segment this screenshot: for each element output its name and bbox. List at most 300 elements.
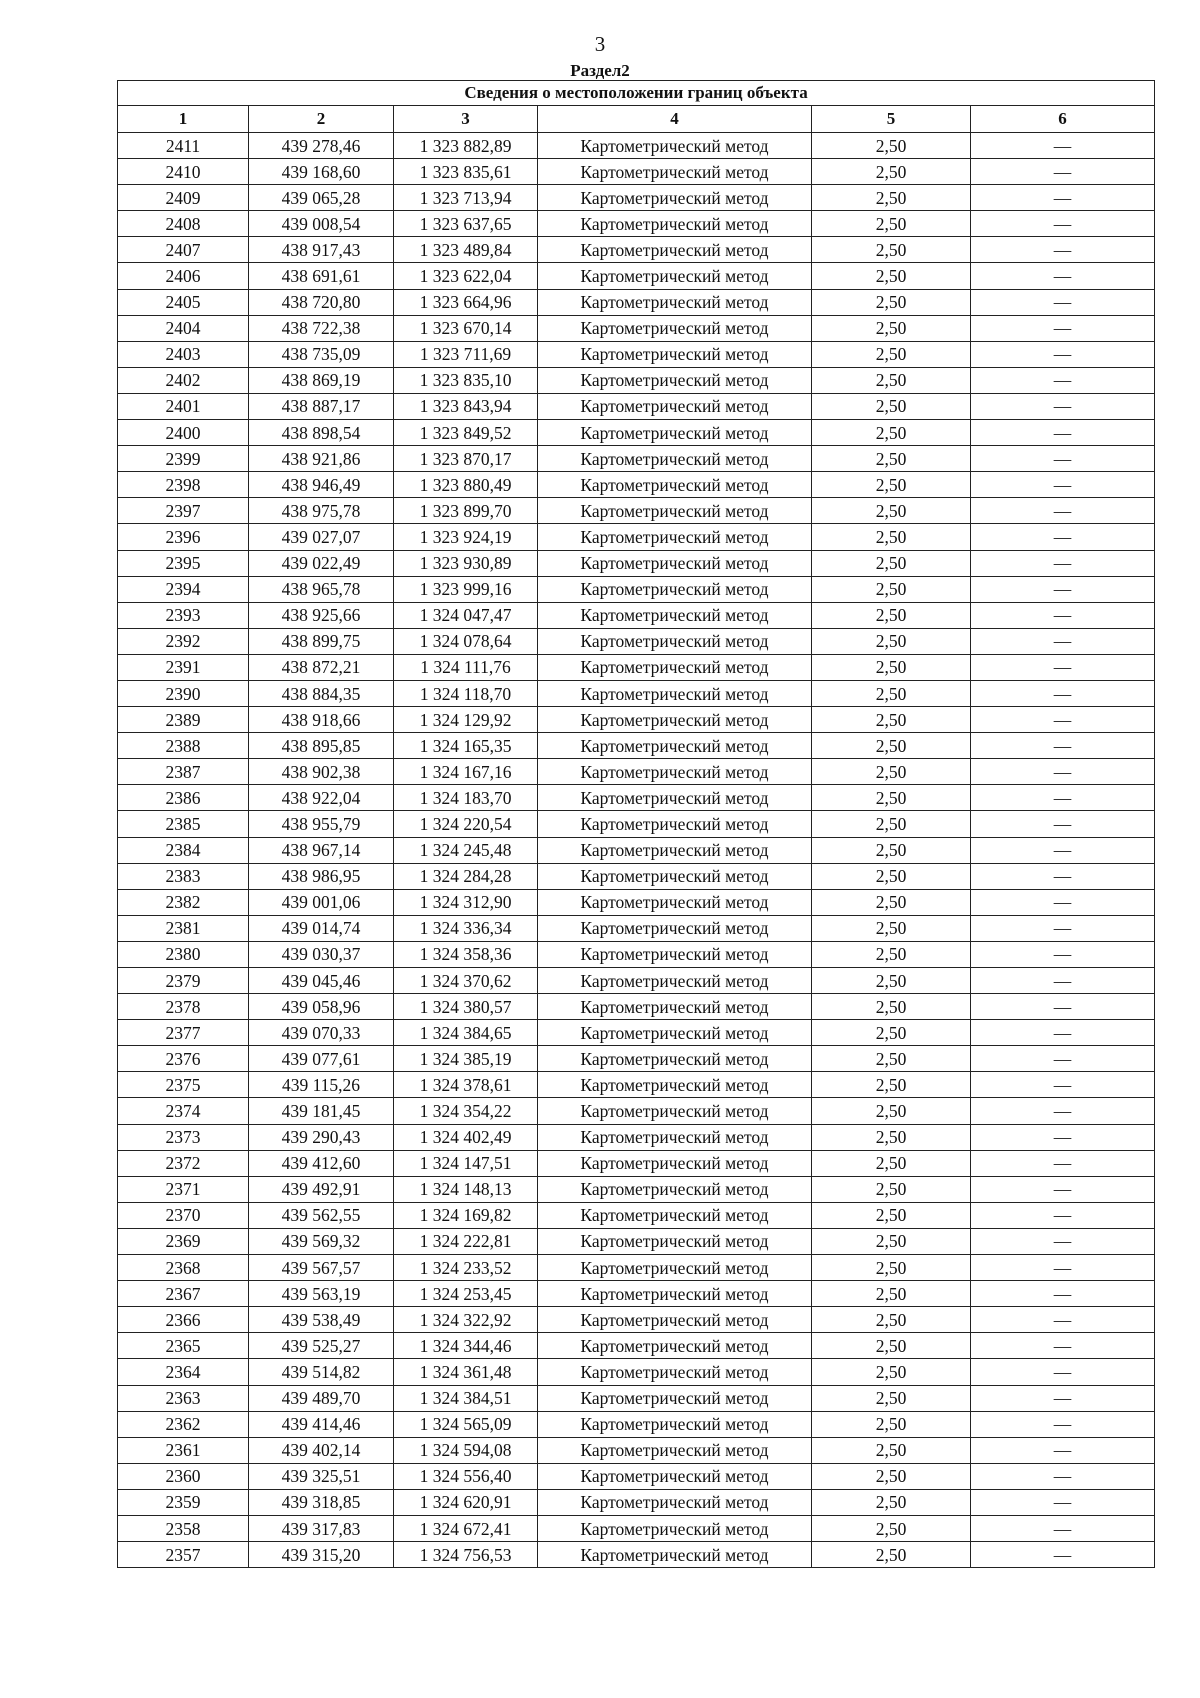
method-cell: Картометрический метод: [538, 1020, 812, 1046]
method-cell: Картометрический метод: [538, 1333, 812, 1359]
y-coordinate-cell: 1 324 183,70: [394, 785, 538, 811]
y-coordinate-cell: 1 324 233,52: [394, 1255, 538, 1281]
description-cell: —: [971, 733, 1155, 759]
description-cell: —: [971, 1542, 1155, 1568]
table-row: [118, 1255, 1155, 1281]
table-row: [118, 1542, 1155, 1568]
point-number-cell: 2377: [118, 1020, 249, 1046]
y-coordinate-cell: 1 323 664,96: [394, 289, 538, 315]
y-coordinate-cell: 1 323 835,10: [394, 367, 538, 393]
table-caption-row: [118, 81, 1155, 106]
y-coordinate-cell: 1 324 384,51: [394, 1385, 538, 1411]
accuracy-cell: 2,50: [812, 733, 971, 759]
table-row: [118, 446, 1155, 472]
method-cell: Картометрический метод: [538, 889, 812, 915]
y-coordinate-cell: 1 324 148,13: [394, 1176, 538, 1202]
point-number-cell: 2397: [118, 498, 249, 524]
x-coordinate-cell: 439 001,06: [249, 889, 394, 915]
table-row: [118, 367, 1155, 393]
x-coordinate-cell: 439 525,27: [249, 1333, 394, 1359]
description-cell: —: [971, 263, 1155, 289]
description-cell: —: [971, 1124, 1155, 1150]
x-coordinate-cell: 439 290,43: [249, 1124, 394, 1150]
description-cell: —: [971, 1020, 1155, 1046]
accuracy-cell: 2,50: [812, 289, 971, 315]
method-cell: Картометрический метод: [538, 367, 812, 393]
point-number-cell: 2401: [118, 393, 249, 419]
table-row: [118, 498, 1155, 524]
table-row: [118, 524, 1155, 550]
x-coordinate-cell: 439 317,83: [249, 1515, 394, 1541]
method-cell: Картометрический метод: [538, 211, 812, 237]
x-coordinate-cell: 439 008,54: [249, 211, 394, 237]
table-row: [118, 889, 1155, 915]
method-cell: Картометрический метод: [538, 237, 812, 263]
x-coordinate-cell: 439 492,91: [249, 1176, 394, 1202]
y-coordinate-cell: 1 323 924,19: [394, 524, 538, 550]
accuracy-cell: 2,50: [812, 680, 971, 706]
table-row: [118, 1228, 1155, 1254]
point-number-cell: 2405: [118, 289, 249, 315]
x-coordinate-cell: 438 869,19: [249, 367, 394, 393]
point-number-cell: 2369: [118, 1228, 249, 1254]
x-coordinate-cell: 438 965,78: [249, 576, 394, 602]
method-cell: Картометрический метод: [538, 1150, 812, 1176]
point-number-cell: 2373: [118, 1124, 249, 1150]
accuracy-cell: 2,50: [812, 1281, 971, 1307]
method-cell: Картометрический метод: [538, 1098, 812, 1124]
table-row: [118, 1463, 1155, 1489]
y-coordinate-cell: 1 323 489,84: [394, 237, 538, 263]
y-coordinate-cell: 1 323 637,65: [394, 211, 538, 237]
method-cell: Картометрический метод: [538, 576, 812, 602]
x-coordinate-cell: 439 070,33: [249, 1020, 394, 1046]
method-cell: Картометрический метод: [538, 680, 812, 706]
section-title: Раздел2: [570, 61, 630, 80]
x-coordinate-cell: 438 967,14: [249, 837, 394, 863]
accuracy-cell: 2,50: [812, 159, 971, 185]
point-number-cell: 2366: [118, 1307, 249, 1333]
description-cell: —: [971, 185, 1155, 211]
description-cell: —: [971, 1255, 1155, 1281]
accuracy-cell: 2,50: [812, 1385, 971, 1411]
method-cell: Картометрический метод: [538, 1307, 812, 1333]
accuracy-cell: 2,50: [812, 654, 971, 680]
point-number-cell: 2390: [118, 680, 249, 706]
accuracy-cell: 2,50: [812, 263, 971, 289]
description-cell: —: [971, 680, 1155, 706]
y-coordinate-cell: 1 323 849,52: [394, 420, 538, 446]
table-row: [118, 1046, 1155, 1072]
accuracy-cell: 2,50: [812, 524, 971, 550]
x-coordinate-cell: 439 569,32: [249, 1228, 394, 1254]
point-number-cell: 2364: [118, 1359, 249, 1385]
method-cell: Картометрический метод: [538, 1437, 812, 1463]
table-body: [118, 133, 1155, 1568]
description-cell: —: [971, 1437, 1155, 1463]
method-cell: Картометрический метод: [538, 1385, 812, 1411]
x-coordinate-cell: 438 918,66: [249, 707, 394, 733]
accuracy-cell: 2,50: [812, 1255, 971, 1281]
accuracy-cell: 2,50: [812, 472, 971, 498]
description-cell: —: [971, 1072, 1155, 1098]
table-row: [118, 915, 1155, 941]
table-row: [118, 1281, 1155, 1307]
accuracy-cell: 2,50: [812, 498, 971, 524]
table-row: [118, 185, 1155, 211]
method-cell: Картометрический метод: [538, 472, 812, 498]
method-cell: Картометрический метод: [538, 759, 812, 785]
x-coordinate-cell: 438 884,35: [249, 680, 394, 706]
y-coordinate-cell: 1 324 118,70: [394, 680, 538, 706]
table-row: [118, 1098, 1155, 1124]
accuracy-cell: 2,50: [812, 576, 971, 602]
method-cell: Картометрический метод: [538, 1046, 812, 1072]
x-coordinate-cell: 438 925,66: [249, 602, 394, 628]
method-cell: Картометрический метод: [538, 1489, 812, 1515]
y-coordinate-cell: 1 324 165,35: [394, 733, 538, 759]
x-coordinate-cell: 439 014,74: [249, 915, 394, 941]
point-number-cell: 2359: [118, 1489, 249, 1515]
x-coordinate-cell: 438 872,21: [249, 654, 394, 680]
accuracy-cell: 2,50: [812, 941, 971, 967]
point-number-cell: 2392: [118, 628, 249, 654]
x-coordinate-cell: 439 077,61: [249, 1046, 394, 1072]
point-number-cell: 2380: [118, 941, 249, 967]
accuracy-cell: 2,50: [812, 1411, 971, 1437]
method-cell: Картометрический метод: [538, 915, 812, 941]
point-number-cell: 2372: [118, 1150, 249, 1176]
point-number-cell: 2382: [118, 889, 249, 915]
table-row: [118, 289, 1155, 315]
description-cell: —: [971, 785, 1155, 811]
accuracy-cell: 2,50: [812, 341, 971, 367]
table-row: [118, 341, 1155, 367]
x-coordinate-cell: 439 412,60: [249, 1150, 394, 1176]
table-row: [118, 576, 1155, 602]
point-number-cell: 2410: [118, 159, 249, 185]
description-cell: —: [971, 1176, 1155, 1202]
y-coordinate-cell: 1 323 711,69: [394, 341, 538, 367]
point-number-cell: 2361: [118, 1437, 249, 1463]
y-coordinate-cell: 1 323 835,61: [394, 159, 538, 185]
x-coordinate-cell: 438 986,95: [249, 863, 394, 889]
table-row: [118, 420, 1155, 446]
y-coordinate-cell: 1 324 245,48: [394, 837, 538, 863]
accuracy-cell: 2,50: [812, 315, 971, 341]
y-coordinate-cell: 1 324 111,76: [394, 654, 538, 680]
method-cell: Картометрический метод: [538, 785, 812, 811]
description-cell: —: [971, 159, 1155, 185]
accuracy-cell: 2,50: [812, 994, 971, 1020]
accuracy-cell: 2,50: [812, 759, 971, 785]
method-cell: Картометрический метод: [538, 1463, 812, 1489]
x-coordinate-cell: 438 921,86: [249, 446, 394, 472]
accuracy-cell: 2,50: [812, 837, 971, 863]
point-number-cell: 2411: [118, 133, 249, 159]
point-number-cell: 2393: [118, 602, 249, 628]
point-number-cell: 2400: [118, 420, 249, 446]
point-number-cell: 2378: [118, 994, 249, 1020]
table-row: [118, 863, 1155, 889]
description-cell: —: [971, 393, 1155, 419]
accuracy-cell: 2,50: [812, 811, 971, 837]
accuracy-cell: 2,50: [812, 602, 971, 628]
y-coordinate-cell: 1 324 756,53: [394, 1542, 538, 1568]
method-cell: Картометрический метод: [538, 837, 812, 863]
table-row: [118, 159, 1155, 185]
x-coordinate-cell: 438 722,38: [249, 315, 394, 341]
description-cell: —: [971, 341, 1155, 367]
y-coordinate-cell: 1 323 713,94: [394, 185, 538, 211]
accuracy-cell: 2,50: [812, 1202, 971, 1228]
table-row: [118, 315, 1155, 341]
method-cell: Картометрический метод: [538, 628, 812, 654]
method-cell: Картометрический метод: [538, 1202, 812, 1228]
description-cell: —: [971, 837, 1155, 863]
accuracy-cell: 2,50: [812, 1176, 971, 1202]
accuracy-cell: 2,50: [812, 1046, 971, 1072]
method-cell: Картометрический метод: [538, 941, 812, 967]
accuracy-cell: 2,50: [812, 915, 971, 941]
x-coordinate-cell: 438 887,17: [249, 393, 394, 419]
y-coordinate-cell: 1 324 222,81: [394, 1228, 538, 1254]
accuracy-cell: 2,50: [812, 968, 971, 994]
description-cell: —: [971, 628, 1155, 654]
table-row: [118, 968, 1155, 994]
description-cell: —: [971, 863, 1155, 889]
accuracy-cell: 2,50: [812, 1463, 971, 1489]
accuracy-cell: 2,50: [812, 889, 971, 915]
description-cell: —: [971, 237, 1155, 263]
method-cell: Картометрический метод: [538, 811, 812, 837]
x-coordinate-cell: 439 514,82: [249, 1359, 394, 1385]
point-number-cell: 2402: [118, 367, 249, 393]
column-header: 5: [812, 106, 971, 133]
description-cell: —: [971, 941, 1155, 967]
point-number-cell: 2403: [118, 341, 249, 367]
column-header: 2: [249, 106, 394, 133]
x-coordinate-cell: 439 065,28: [249, 185, 394, 211]
table-row: [118, 263, 1155, 289]
y-coordinate-cell: 1 324 078,64: [394, 628, 538, 654]
accuracy-cell: 2,50: [812, 133, 971, 159]
accuracy-cell: 2,50: [812, 1150, 971, 1176]
table-row: [118, 707, 1155, 733]
accuracy-cell: 2,50: [812, 1307, 971, 1333]
table-row: [118, 759, 1155, 785]
x-coordinate-cell: 438 902,38: [249, 759, 394, 785]
point-number-cell: 2388: [118, 733, 249, 759]
table-row: [118, 1359, 1155, 1385]
description-cell: —: [971, 915, 1155, 941]
method-cell: Картометрический метод: [538, 185, 812, 211]
y-coordinate-cell: 1 324 147,51: [394, 1150, 538, 1176]
point-number-cell: 2404: [118, 315, 249, 341]
table-row: [118, 602, 1155, 628]
x-coordinate-cell: 439 278,46: [249, 133, 394, 159]
method-cell: Картометрический метод: [538, 341, 812, 367]
y-coordinate-cell: 1 324 167,16: [394, 759, 538, 785]
column-header: 6: [971, 106, 1155, 133]
point-number-cell: 2357: [118, 1542, 249, 1568]
description-cell: —: [971, 1411, 1155, 1437]
point-number-cell: 2399: [118, 446, 249, 472]
point-number-cell: 2371: [118, 1176, 249, 1202]
description-cell: —: [971, 367, 1155, 393]
x-coordinate-cell: 439 562,55: [249, 1202, 394, 1228]
y-coordinate-cell: 1 324 344,46: [394, 1333, 538, 1359]
x-coordinate-cell: 438 922,04: [249, 785, 394, 811]
table-row: [118, 1515, 1155, 1541]
method-cell: Картометрический метод: [538, 602, 812, 628]
point-number-cell: 2409: [118, 185, 249, 211]
point-number-cell: 2379: [118, 968, 249, 994]
point-number-cell: 2383: [118, 863, 249, 889]
y-coordinate-cell: 1 324 594,08: [394, 1437, 538, 1463]
table-row: [118, 1333, 1155, 1359]
description-cell: —: [971, 315, 1155, 341]
description-cell: —: [971, 1359, 1155, 1385]
x-coordinate-cell: 438 975,78: [249, 498, 394, 524]
accuracy-cell: 2,50: [812, 863, 971, 889]
accuracy-cell: 2,50: [812, 1072, 971, 1098]
method-cell: Картометрический метод: [538, 393, 812, 419]
table-row: [118, 785, 1155, 811]
x-coordinate-cell: 439 058,96: [249, 994, 394, 1020]
y-coordinate-cell: 1 324 402,49: [394, 1124, 538, 1150]
x-coordinate-cell: 438 955,79: [249, 811, 394, 837]
accuracy-cell: 2,50: [812, 185, 971, 211]
table-row: [118, 1176, 1155, 1202]
table-row: [118, 133, 1155, 159]
method-cell: Картометрический метод: [538, 733, 812, 759]
accuracy-cell: 2,50: [812, 1098, 971, 1124]
y-coordinate-cell: 1 324 284,28: [394, 863, 538, 889]
point-number-cell: 2391: [118, 654, 249, 680]
accuracy-cell: 2,50: [812, 367, 971, 393]
y-coordinate-cell: 1 323 899,70: [394, 498, 538, 524]
y-coordinate-cell: 1 324 380,57: [394, 994, 538, 1020]
x-coordinate-cell: 438 895,85: [249, 733, 394, 759]
method-cell: Картометрический метод: [538, 289, 812, 315]
method-cell: Картометрический метод: [538, 524, 812, 550]
table-row: [118, 1020, 1155, 1046]
point-number-cell: 2394: [118, 576, 249, 602]
method-cell: Картометрический метод: [538, 159, 812, 185]
method-cell: Картометрический метод: [538, 1542, 812, 1568]
description-cell: —: [971, 1281, 1155, 1307]
table-row: [118, 654, 1155, 680]
point-number-cell: 2365: [118, 1333, 249, 1359]
method-cell: Картометрический метод: [538, 1281, 812, 1307]
point-number-cell: 2367: [118, 1281, 249, 1307]
table-caption: Сведения о местоположении границ объекта: [118, 81, 1155, 106]
accuracy-cell: 2,50: [812, 1124, 971, 1150]
method-cell: Картометрический метод: [538, 1176, 812, 1202]
table-row: [118, 628, 1155, 654]
y-coordinate-cell: 1 324 253,45: [394, 1281, 538, 1307]
y-coordinate-cell: 1 324 361,48: [394, 1359, 538, 1385]
description-cell: —: [971, 472, 1155, 498]
method-cell: Картометрический метод: [538, 498, 812, 524]
y-coordinate-cell: 1 324 129,92: [394, 707, 538, 733]
description-cell: —: [971, 1333, 1155, 1359]
method-cell: Картометрический метод: [538, 1411, 812, 1437]
method-cell: Картометрический метод: [538, 654, 812, 680]
description-cell: —: [971, 1098, 1155, 1124]
accuracy-cell: 2,50: [812, 1228, 971, 1254]
table-row: [118, 1489, 1155, 1515]
y-coordinate-cell: 1 323 999,16: [394, 576, 538, 602]
description-cell: —: [971, 420, 1155, 446]
point-number-cell: 2375: [118, 1072, 249, 1098]
y-coordinate-cell: 1 323 880,49: [394, 472, 538, 498]
y-coordinate-cell: 1 323 930,89: [394, 550, 538, 576]
point-number-cell: 2389: [118, 707, 249, 733]
method-cell: Картометрический метод: [538, 263, 812, 289]
y-coordinate-cell: 1 323 843,94: [394, 393, 538, 419]
page-number: 3: [594, 32, 606, 56]
point-number-cell: 2381: [118, 915, 249, 941]
description-cell: —: [971, 1489, 1155, 1515]
description-cell: —: [971, 1463, 1155, 1489]
x-coordinate-cell: 438 946,49: [249, 472, 394, 498]
method-cell: Картометрический метод: [538, 446, 812, 472]
table-row: [118, 680, 1155, 706]
x-coordinate-cell: 439 563,19: [249, 1281, 394, 1307]
method-cell: Картометрический метод: [538, 1072, 812, 1098]
x-coordinate-cell: 439 027,07: [249, 524, 394, 550]
table-row: [118, 237, 1155, 263]
accuracy-cell: 2,50: [812, 628, 971, 654]
description-cell: —: [971, 550, 1155, 576]
table-row: [118, 1307, 1155, 1333]
table-row: [118, 1411, 1155, 1437]
column-header: 4: [538, 106, 812, 133]
accuracy-cell: 2,50: [812, 211, 971, 237]
description-cell: —: [971, 446, 1155, 472]
table-row: [118, 1202, 1155, 1228]
x-coordinate-cell: 439 030,37: [249, 941, 394, 967]
table-row: [118, 994, 1155, 1020]
table-row: [118, 1072, 1155, 1098]
boundary-coordinates-table: [117, 80, 1155, 1568]
x-coordinate-cell: 439 318,85: [249, 1489, 394, 1515]
y-coordinate-cell: 1 324 672,41: [394, 1515, 538, 1541]
point-number-cell: 2376: [118, 1046, 249, 1072]
method-cell: Картометрический метод: [538, 968, 812, 994]
point-number-cell: 2387: [118, 759, 249, 785]
table-header-row: [118, 106, 1155, 133]
description-cell: —: [971, 576, 1155, 602]
accuracy-cell: 2,50: [812, 1333, 971, 1359]
method-cell: Картометрический метод: [538, 1124, 812, 1150]
y-coordinate-cell: 1 324 385,19: [394, 1046, 538, 1072]
point-number-cell: 2385: [118, 811, 249, 837]
accuracy-cell: 2,50: [812, 237, 971, 263]
description-cell: —: [971, 968, 1155, 994]
method-cell: Картометрический метод: [538, 1255, 812, 1281]
table-row: [118, 550, 1155, 576]
x-coordinate-cell: 439 045,46: [249, 968, 394, 994]
description-cell: —: [971, 498, 1155, 524]
x-coordinate-cell: 439 414,46: [249, 1411, 394, 1437]
x-coordinate-cell: 439 325,51: [249, 1463, 394, 1489]
table-row: [118, 393, 1155, 419]
y-coordinate-cell: 1 324 220,54: [394, 811, 538, 837]
accuracy-cell: 2,50: [812, 393, 971, 419]
